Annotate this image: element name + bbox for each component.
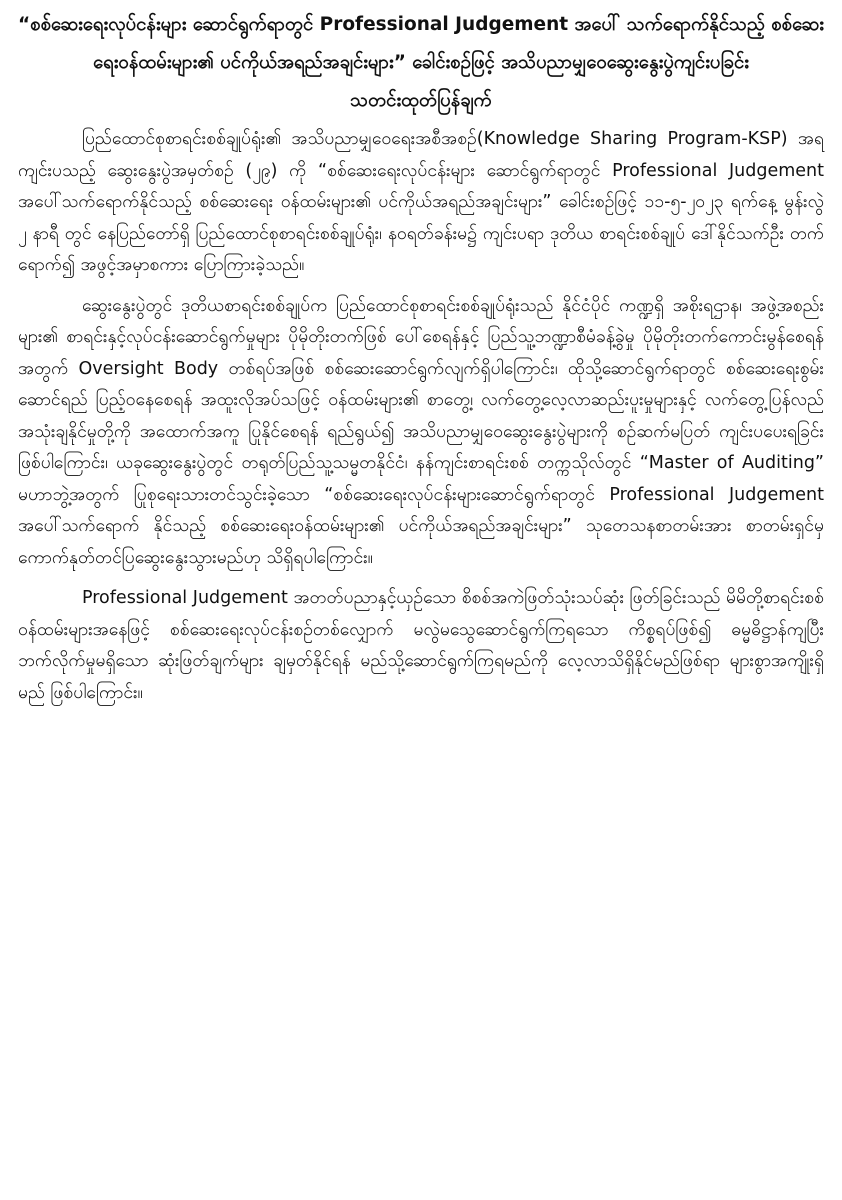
document-title: “စစ်ဆေးရေးလုပ်ငန်းများ ဆောင်ရွက်ရာတွင် Professional Judgement အပေါ် သက်ရောက်နိုင်သည့် စစ်ဆေးရေးဝန်ထမ်းများ၏ ပင်ကိုယ်အရည်အချင်းများ” ခေါင်းစဉ်ဖြင့် အသိပညာမျှဝေဆွေးနွေးပွဲကျင်းပခြင်း (18, 14, 824, 73)
paragraph-2: ဆွေးနွေးပွဲတွင် ဒုတိယစာရင်းစစ်ချုပ်က ပြည်ထောင်စုစာရင်းစစ်ချုပ်ရုံးသည် နိုင်ငံပိုင် ကဏ္ဍရှိ အစိုးရဌာန၊ အဖွဲ့အစည်းများ၏ စာရင်းနှင့်လုပ်ငန်းဆောင်ရွက်မှုများ ပိုမိုတိုးတက်ဖြစ် ပေါ်စေရန်နှင့် ပြည်သူ့ဘဏ္ဍာစီမံခန့်ခွဲမှု ပိုမိုတိုးတက်ကောင်းမွန်စေရန်အတွက် Oversight Body တစ်ရပ်အဖြစ် စစ်ဆေးဆောင်ရွက်လျက်ရှိပါကြောင်း၊ ထိုသို့ဆောင်ရွက်ရာတွင် စစ်ဆေးရေးစွမ်းဆောင်ရည် ပြည့်ဝနေစေရန် အထူးလိုအပ်သဖြင့် ဝန်ထမ်းများ၏ စာတွေ့၊ လက်တွေ့လေ့လာဆည်းပူးမှုများနှင့် လက်တွေ့ပြန်လည်အသုံးချနိုင်မှုတို့ကို အထောက်အကူ ပြုနိုင်စေရန် ရည်ရွယ်၍ အသိပညာမျှဝေဆွေးနွေးပွဲများကို စဉ်ဆက်မပြတ် ကျင်းပပေးရခြင်း ဖြစ်ပါကြောင်း၊ ယခုဆွေးနွေးပွဲတွင် တရုတ်ပြည်သူ့သမ္မတနိုင်ငံ၊ နန်ကျင်းစာရင်းစစ် တက္ကသိုလ်တွင် “Master of Auditing” မဟာဘွဲ့အတွက် ပြုစုရေးသားတင်သွင်းခဲ့သော “စစ်ဆေးရေးလုပ်ငန်းများဆောင်ရွက်ရာတွင် Professional Judgement အပေါ်သက်ရောက် နိုင်သည့် စစ်ဆေးရေးဝန်ထမ်းများ၏ ပင်ကိုယ်အရည်အချင်းများ” သုတေသနစာတမ်းအား စာတမ်းရှင်မှ ကောက်နုတ်တင်ပြဆွေးနွေးသွားမည်ဟု သိရှိရပါကြောင်း။ (18, 295, 824, 568)
paragraph-3: Professional Judgement အတတ်ပညာနှင့်ယှဉ်သော စိစစ်အကဲဖြတ်သုံးသပ်ဆုံး ဖြတ်ခြင်းသည် မိမိတို့စာရင်းစစ်ဝန်ထမ်းများအနေဖြင့် စစ်ဆေးရေးလုပ်ငန်းစဉ်တစ်လျှောက် မလွဲမသွေဆောင်ရွက်ကြရသော ကိစ္စရပ်ဖြစ်၍ ဓမ္မဓိဋ္ဌာန်ကျပြီး ဘက်လိုက်မှုမရှိသော ဆုံးဖြတ်ချက်များ ချမှတ်နိုင်ရန် မည်သို့ဆောင်ရွက်ကြရမည်ကို လေ့လာသိရှိနိုင်မည်ဖြစ်ရာ များစွာအကျိုးရှိမည် ဖြစ်ပါကြောင်း။ (18, 588, 824, 703)
paragraph-1: ပြည်ထောင်စုစာရင်းစစ်ချုပ်ရုံး၏ အသိပညာမျှဝေရေးအစီအစဉ်(Knowledge Sharing Program-KSP) အရ ကျင်းပသည့် ဆွေးနွေးပွဲအမှတ်စဉ် (၂၉) ကို “စစ်ဆေးရေးလုပ်ငန်းများ ဆောင်ရွက်ရာတွင် Professional Judgement အပေါ်သက်ရောက်နိုင်သည့် စစ်ဆေးရေး ဝန်ထမ်းများ၏ ပင်ကိုယ်အရည်အချင်းများ” ခေါင်းစဉ်ဖြင့် ၁၁-၅-၂၀၂၃ ရက်နေ့ မွန်းလွဲ ၂ နာရီ တွင် နေပြည်တော်ရှိ ပြည်ထောင်စုစာရင်းစစ်ချုပ်ရုံး၊ နဝရတ်ခန်းမ၌ ကျင်းပရာ ဒုတိယ စာရင်းစစ်ချုပ် ဒေါ်နိုင်သက်ဦး တက်ရောက်၍ အဖွင့်အမှာစကား ပြောကြားခဲ့သည်။ (18, 129, 824, 275)
document-subtitle: သတင်းထုတ်ပြန်ချက် (350, 90, 492, 111)
